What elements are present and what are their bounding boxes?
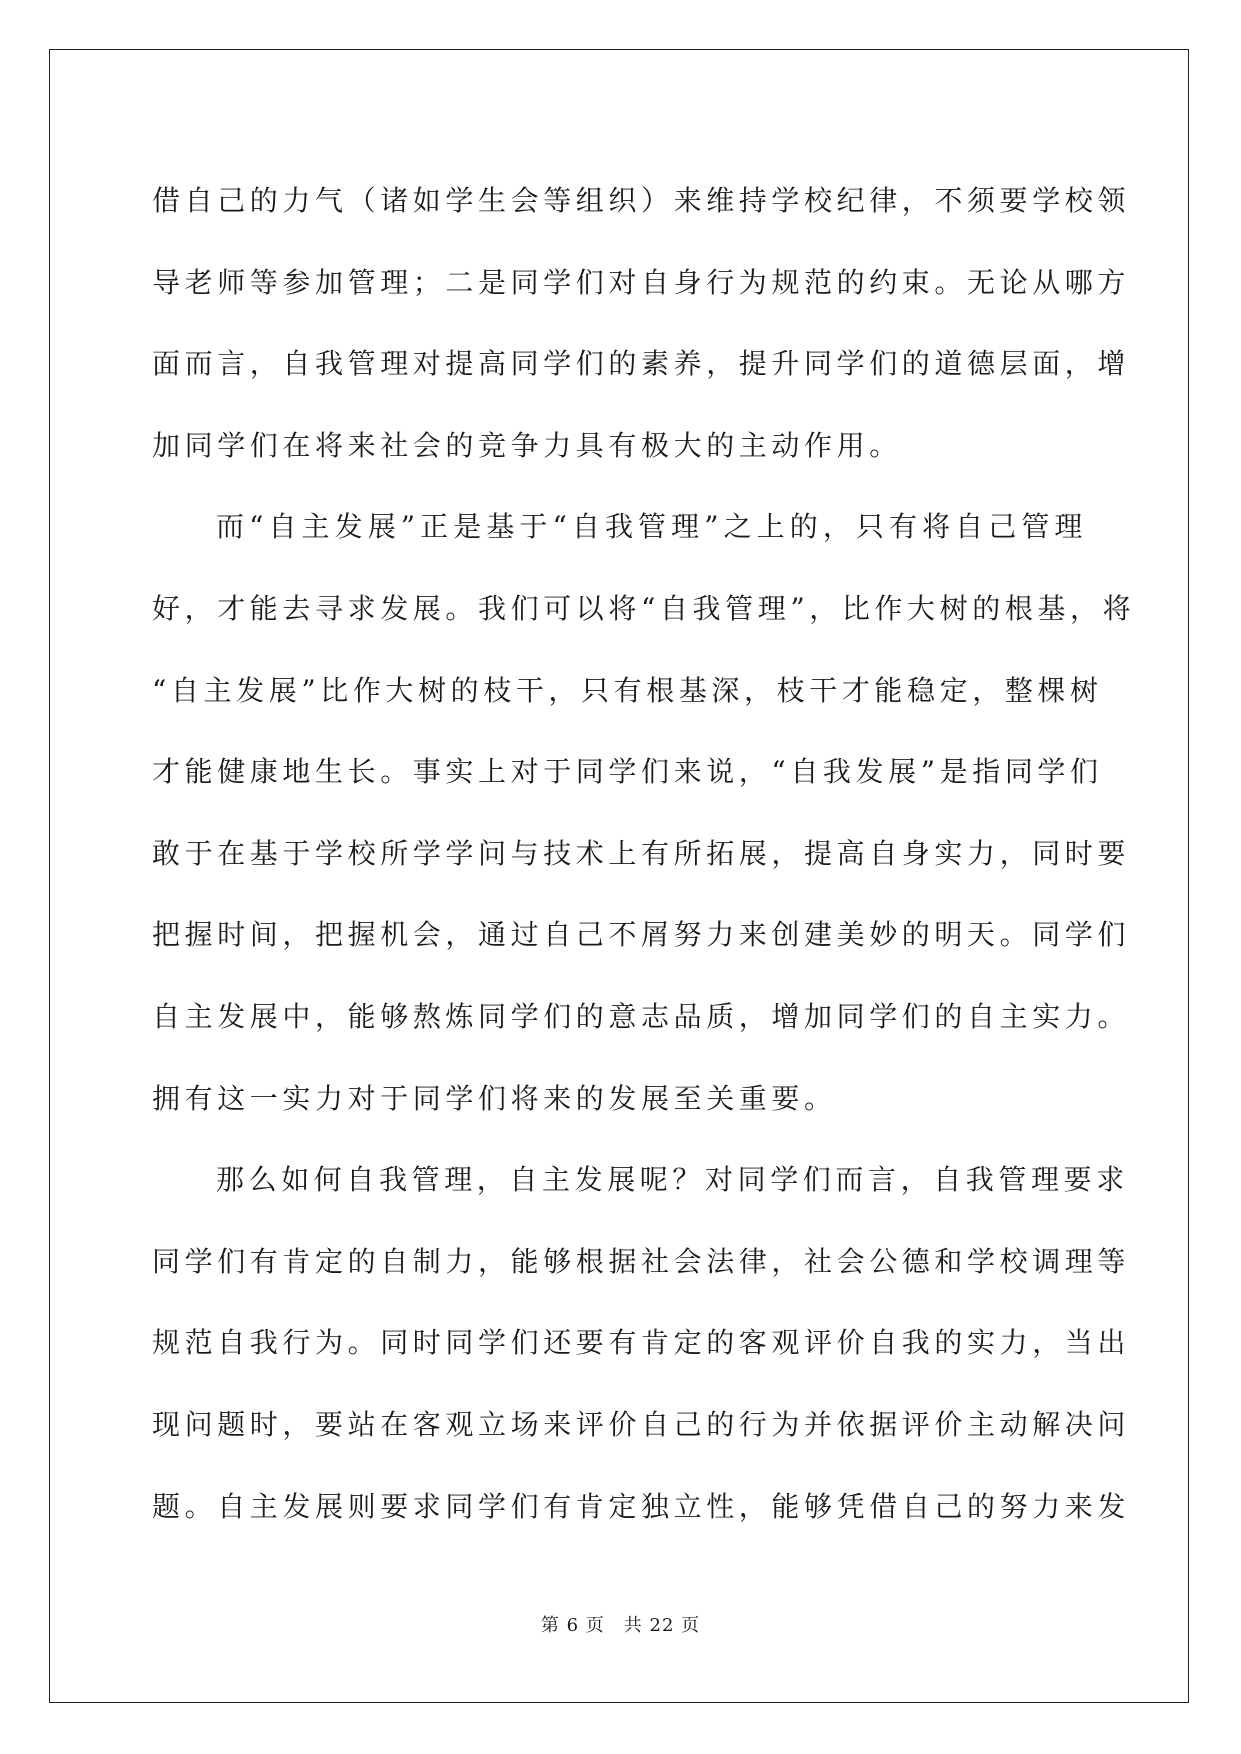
text-line: 现问题时，要站在客观立场来评价自己的行为并依据评价主动解决问 — [152, 1407, 1131, 1441]
text-line: 同学们有肯定的自制力，能够根据社会法律，社会公德和学校调理等 — [152, 1244, 1131, 1278]
text-line: 才能健康地生长。事实上对于同学们来说，“自我发展”是指同学们 — [152, 755, 1103, 789]
document-body — [152, 160, 1136, 1547]
text-line: 那么如何自我管理，自主发展呢？对同学们而言，自我管理要求 — [216, 1163, 1129, 1197]
text-line: “自主发展”比作大树的枝干，只有根基深，枝干才能稳定，整棵树 — [152, 673, 1103, 707]
text-line: 规范自我行为。同时同学们还要有肯定的客观评价自我的实力，当出 — [152, 1326, 1131, 1360]
text-line: 面而言，自我管理对提高同学们的素养，提升同学们的道德层面，增 — [152, 347, 1131, 381]
text-line: 敢于在基于学校所学学问与技术上有所拓展，提高自身实力，同时要 — [152, 836, 1131, 870]
page-number-footer: 第 6 页 共 22 页 — [540, 1615, 701, 1636]
text-line: 导老师等参加管理；二是同学们对自身行为规范的约束。无论从哪方 — [152, 265, 1131, 299]
text-line: 加同学们在将来社会的竞争力具有极大的主动作用。 — [152, 428, 902, 462]
text-line: 把握时间，把握机会，通过自己不屑努力来创建美妙的明天。同学们 — [152, 918, 1131, 952]
text-line: 好，才能去寻求发展。我们可以将“自我管理”，比作大树的根基，将 — [152, 591, 1136, 625]
text-line: 题。自主发展则要求同学们有肯定独立性，能够凭借自己的努力来发 — [152, 1489, 1131, 1523]
text-line: 而“自主发展”正是基于“自我管理”之上的，只有将自己管理 — [216, 510, 1087, 544]
text-line: 拥有这一实力对于同学们将来的发展至关重要。 — [152, 1081, 837, 1115]
text-line: 自主发展中，能够熬炼同学们的意志品质，增加同学们的自主实力。 — [152, 999, 1131, 1033]
text-line: 借自己的力气（诸如学生会等组织）来维持学校纪律，不须要学校领 — [152, 184, 1131, 217]
